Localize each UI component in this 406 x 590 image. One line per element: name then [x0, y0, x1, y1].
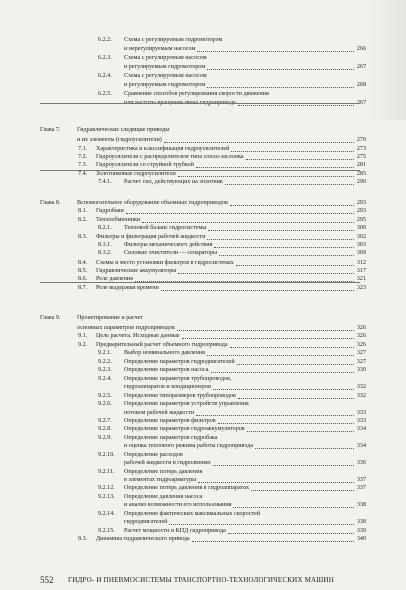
entry-title: Определение параметров гидробака [124, 435, 218, 441]
toc-entry [40, 518, 366, 526]
toc-entry [40, 484, 366, 492]
entry-title: Определение параметров гидроаккумуляторов [124, 426, 245, 432]
entry-number: 7.3. [78, 162, 88, 168]
entry-number: 8.3. [78, 234, 88, 240]
entry-number: 9.2.14. [98, 511, 115, 517]
toc-entry [40, 224, 366, 232]
toc-entry [40, 284, 366, 292]
entry-title: Характеристика и классификация гидроусилителей [96, 146, 230, 152]
entry-title: Реле выдержки времени [96, 285, 159, 291]
entry-title: Определение параметров трубопроводов, [124, 376, 232, 382]
entry-title: Динамика гидравлического привода [96, 536, 190, 542]
entry-page-number: 340 [356, 536, 366, 542]
entry-number: 8.7. [78, 285, 88, 291]
entry-title: Тепловой баланс гидросистемы [124, 225, 207, 231]
toc-entry [40, 434, 366, 442]
toc-entry [40, 332, 366, 340]
entry-title: Выбор номинального давления [124, 350, 205, 356]
toc-entry [40, 400, 366, 408]
entry-number: 6.2.2. [98, 37, 112, 43]
entry-page-number: 275 [356, 154, 366, 160]
entry-number: 6.2.4. [98, 73, 112, 79]
entry-title: Предварительный расчет объемного гидропривода [96, 342, 228, 348]
dot-leader [230, 205, 354, 206]
entry-page-number: 303 [356, 242, 366, 248]
entry-title: Определение параметров гидродвигателей [124, 359, 235, 365]
entry-title: или частоты вращения звена гидропривода [124, 100, 236, 106]
entry-number: 9.2.8. [98, 426, 112, 432]
dot-leader [207, 69, 354, 70]
entry-number: Глава 7. [40, 127, 61, 133]
entry-page-number: 267 [356, 64, 366, 70]
entry-page-number: 302 [356, 234, 366, 240]
entry-page-number: 338 [356, 519, 366, 525]
entry-number: 8.5. [78, 268, 88, 274]
entry-page-number: 326 [356, 333, 366, 339]
entry-title: Определение давления насоса [124, 494, 203, 500]
dot-leader [231, 151, 354, 152]
toc-entry [40, 216, 366, 224]
entry-page-number: 327 [356, 359, 366, 365]
dot-leader [213, 465, 354, 466]
dot-leader [196, 167, 354, 168]
entry-page-number: 317 [356, 268, 366, 274]
toc-entry [40, 442, 366, 450]
dot-leader [207, 87, 354, 88]
dot-leader [208, 230, 354, 231]
dot-leader [228, 533, 354, 534]
entry-title: Определение потерь давления в гидроаппаратах [124, 485, 250, 491]
dot-leader [236, 265, 354, 266]
entry-title: потоком рабочей жидкости [124, 410, 195, 416]
toc-entry [40, 178, 366, 186]
entry-number: 9.3. [78, 536, 88, 542]
dot-leader [207, 239, 354, 240]
entry-page-number: 321 [356, 276, 366, 282]
entry-title: Определение параметров насоса [124, 367, 209, 373]
chapter-entry [40, 324, 366, 332]
entry-title: рабочей жидкости в гидролиниях [124, 460, 211, 466]
entry-page-number: 285 [356, 171, 366, 177]
toc-entry [40, 349, 366, 357]
entry-page-number: 326 [356, 342, 366, 348]
entry-number: 9.2.6. [98, 401, 112, 407]
entry-title: и нерегулируемым насосом [124, 46, 196, 52]
entry-number: 9.2. [78, 342, 88, 348]
toc-entry [40, 207, 366, 215]
entry-title: Схема с регулируемым насосом [124, 55, 207, 61]
entry-page-number: 290 [356, 179, 366, 185]
entry-number: 9.2.5. [98, 393, 112, 399]
toc-entry [40, 510, 366, 518]
toc-entry [40, 358, 366, 366]
entry-page-number: 332 [356, 384, 366, 390]
entry-title: и анализ возможности его использования [124, 502, 232, 508]
toc-entry [40, 161, 366, 169]
entry-page-number: 300 [356, 225, 366, 231]
entry-title: Определение расходов [124, 452, 183, 458]
entry-number: 9.2.15. [98, 528, 115, 534]
toc-entry [40, 153, 366, 161]
dot-leader [213, 389, 354, 390]
toc-entry [40, 375, 366, 383]
page-edge-shadow [366, 0, 406, 120]
entry-number: 9.1. [78, 333, 88, 339]
entry-page-number: 334 [356, 426, 366, 432]
dot-leader [164, 142, 354, 143]
dot-leader [218, 423, 354, 424]
dot-leader [192, 541, 354, 542]
entry-title: Определение параметров фильтров [124, 418, 216, 424]
dot-leader [196, 415, 354, 416]
entry-title: Гидробаки [96, 208, 124, 214]
dot-leader [219, 255, 354, 256]
entry-number: 9.2.4. [98, 376, 112, 382]
entry-title: Реле давления [96, 276, 133, 282]
dot-leader [211, 372, 354, 373]
entry-title: Цель расчета. Исходные данные [96, 333, 180, 339]
entry-page-number: 336 [356, 460, 366, 466]
entry-title: Расчет мощности и КПД гидропривода [124, 528, 226, 534]
entry-title: гидроаппаратов и кондиционеров [124, 384, 212, 390]
entry-title: в элементах гидроарматуры [124, 477, 197, 483]
entry-number: 9.2.2. [98, 359, 112, 365]
toc-entry [40, 468, 366, 476]
dot-leader [233, 507, 354, 508]
toc-entry [40, 241, 366, 249]
entry-number: 8.4. [78, 260, 88, 266]
entry-page-number: 338 [356, 502, 366, 508]
toc-entry [40, 267, 366, 275]
toc-entry [40, 417, 366, 425]
toc-entry [40, 501, 366, 509]
dot-leader [178, 176, 354, 177]
toc-entry [40, 409, 366, 417]
dot-leader [169, 524, 354, 525]
entry-title: Определение фактических максимальных скоростей [124, 511, 261, 517]
toc-entry [40, 425, 366, 433]
entry-page-number: 337 [356, 477, 366, 483]
entry-page-number: 330 [356, 367, 366, 373]
chapter-divider [40, 103, 360, 104]
entry-number: 8.2. [78, 217, 88, 223]
dot-leader [142, 222, 354, 223]
entry-number: Глава 8. [40, 200, 61, 206]
toc-entry [40, 493, 366, 501]
entry-title: Золотниковые гидроусилители [96, 171, 176, 177]
entry-number: 9.2.9. [98, 435, 112, 441]
entry-title: гидродвигателей [124, 519, 168, 525]
toc-entry [40, 535, 366, 543]
toc-entry [40, 249, 366, 257]
entry-title: Фильтры и фильтрация рабочей жидкости [96, 234, 206, 240]
dot-leader [161, 290, 354, 291]
chapter-entry [40, 199, 366, 207]
entry-page-number: 332 [356, 393, 366, 399]
entry-number: 8.2.1. [98, 225, 112, 231]
entry-title: Схемы и место установки фильтров в гидросистемах [96, 260, 234, 266]
chapter-entry [40, 314, 366, 322]
dot-leader [255, 448, 354, 449]
entry-title: Схема с регулируемым насосом [124, 73, 207, 79]
chapter-divider [40, 282, 360, 283]
footer-running-title: ГИДРО- И ПНЕВМОСИСТЕМЫ ТРАНСПОРТНО-ТЕХНОЛОГИЧЕСКИХ МАШИН [68, 576, 335, 584]
entry-number: 9.2.10. [98, 452, 115, 458]
dot-leader [238, 105, 354, 106]
entry-number: 9.2.7. [98, 418, 112, 424]
dot-leader [246, 159, 354, 160]
dot-leader [230, 347, 354, 348]
entry-title: основных параметров гидроприводов [77, 325, 175, 331]
chapter-entry [40, 126, 366, 134]
toc-entry [40, 341, 366, 349]
toc-entry [40, 54, 366, 62]
entry-page-number: 295 [356, 217, 366, 223]
entry-page-number: 270 [356, 137, 366, 143]
chapter-entry [40, 136, 366, 144]
entry-title: Гидроусилители с распределителем типа сопло-заслонка [96, 154, 244, 160]
toc-entry [40, 36, 366, 44]
entry-number: 6.2.5. [98, 91, 112, 97]
entry-number: 8.3.2. [98, 250, 112, 256]
entry-title: Проектирование и расчет [77, 315, 143, 321]
entry-title: Фильтры механического действия [124, 242, 213, 248]
entry-number: 6.2.3. [98, 55, 112, 61]
entry-page-number: 339 [356, 528, 366, 534]
entry-title: Схема с регулируемым гидромотором [124, 37, 223, 43]
entry-page-number: 266 [356, 46, 366, 52]
entry-number: 9.2.3. [98, 367, 112, 373]
toc-entry [40, 476, 366, 484]
entry-title: Гидравлические следящие приводы [77, 127, 170, 133]
entry-number: 7.2. [78, 154, 88, 160]
entry-number: 9.2.12. [98, 485, 115, 491]
entry-number: 7.1. [78, 146, 88, 152]
entry-title: Теплообменники [96, 217, 141, 223]
entry-page-number: 293 [356, 208, 366, 214]
toc-entry [40, 451, 366, 459]
footer-page-number: 552 [40, 575, 54, 585]
toc-entry [40, 233, 366, 241]
entry-title: Вспомогательное оборудование объемных гидроприводов [77, 200, 228, 206]
dot-leader [237, 364, 354, 365]
dot-leader [247, 431, 354, 432]
entry-page-number: 267 [356, 100, 366, 106]
toc-entry [40, 392, 366, 400]
dot-leader [251, 490, 354, 491]
entry-page-number: 333 [356, 418, 366, 424]
entry-title: и оценка теплового режима работы гидропривода [124, 443, 254, 449]
entry-number: 7.4.1. [98, 179, 112, 185]
entry-number: 8.1. [78, 208, 88, 214]
entry-title: и регулируемым гидромотором [124, 82, 206, 88]
entry-title: Определение потерь давления [124, 469, 203, 475]
entry-page-number: 337 [356, 485, 366, 491]
dot-leader [197, 51, 354, 52]
entry-page-number: 312 [356, 260, 366, 266]
entry-number: 7.4. [78, 171, 88, 177]
entry-number: 8.6. [78, 276, 88, 282]
entry-page-number: 293 [356, 200, 366, 206]
entry-page-number: 323 [356, 285, 366, 291]
toc-entry [40, 63, 366, 71]
dot-leader [225, 184, 354, 185]
entry-number: 9.2.11. [98, 469, 115, 475]
dot-leader [198, 482, 354, 483]
dot-leader [238, 398, 354, 399]
entry-page-number: 281 [356, 162, 366, 168]
toc-entry [40, 459, 366, 467]
toc-entry [40, 45, 366, 53]
entry-title: Сравнение способов регулирования скорости движения [124, 91, 269, 97]
toc-entry [40, 90, 366, 98]
entry-page-number: 327 [356, 350, 366, 356]
dot-leader [177, 330, 354, 331]
entry-number: 9.2.13. [98, 494, 115, 500]
toc-entry [40, 170, 366, 178]
entry-title: Определение типоразмеров трубопроводов [124, 393, 236, 399]
entry-title: Определение параметров устройств управления [124, 401, 249, 407]
entry-title: Расчет сил, действующих на золотник [124, 179, 223, 185]
entry-title: и регулируемым гидромотором [124, 64, 206, 70]
entry-number: 9.2.1. [98, 350, 112, 356]
entry-page-number: 326 [356, 325, 366, 331]
entry-title: Гидроусилители со струйной трубкой [96, 162, 194, 168]
toc-entry [40, 383, 366, 391]
toc-entry [40, 259, 366, 267]
entry-page-number: 268 [356, 82, 366, 88]
toc-entry [40, 145, 366, 153]
dot-leader [178, 273, 354, 274]
toc-entry [40, 72, 366, 80]
toc-entry [40, 366, 366, 374]
dot-leader [182, 338, 354, 339]
entry-page-number: 273 [356, 146, 366, 152]
dot-leader [207, 355, 354, 356]
dot-leader [214, 247, 354, 248]
entry-page-number: 334 [356, 443, 366, 449]
entry-title: Гидравлические аккумуляторы [96, 268, 177, 274]
entry-page-number: 333 [356, 410, 366, 416]
dot-leader [126, 213, 354, 214]
toc-entry [40, 81, 366, 89]
toc-entry [40, 527, 366, 535]
chapter-divider [40, 170, 360, 171]
entry-number: Глава 9. [40, 315, 61, 321]
entry-page-number: 309 [356, 250, 366, 256]
entry-title: и их элементы (гидроусилители) [77, 137, 162, 143]
entry-number: 8.3.1. [98, 242, 112, 248]
entry-title: Силовые очистители — сепараторы [124, 250, 218, 256]
